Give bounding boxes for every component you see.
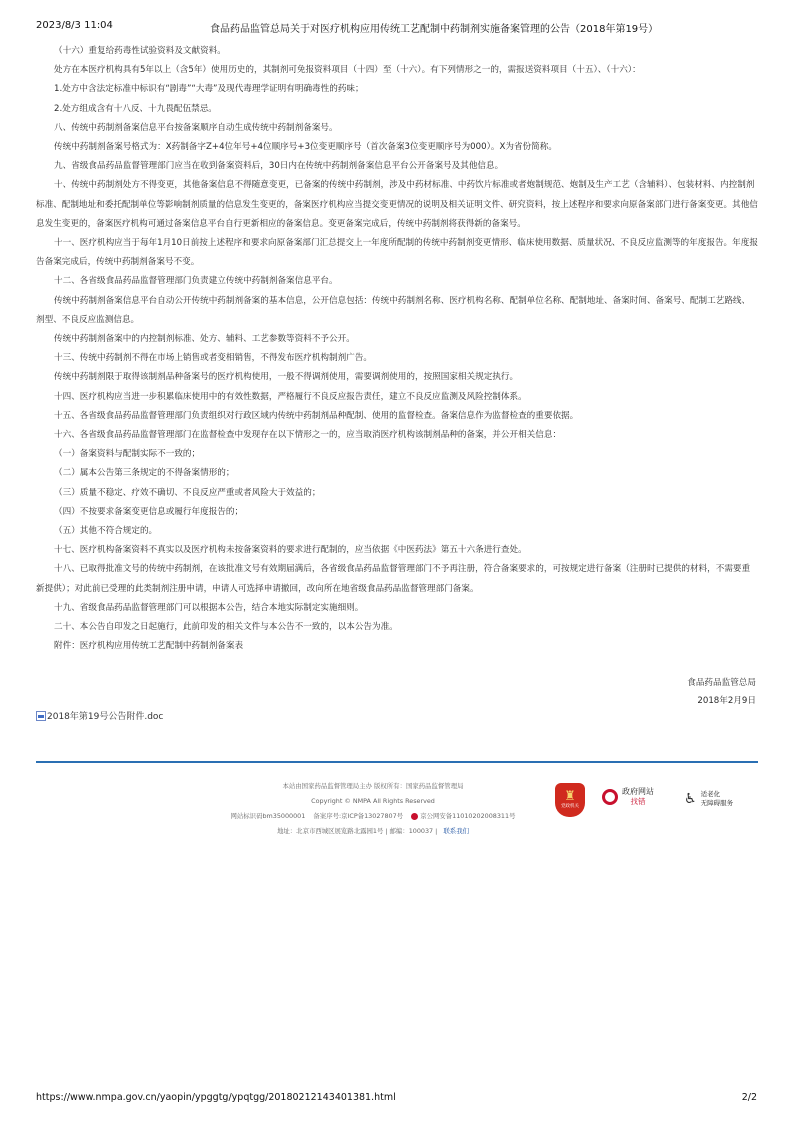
paragraph: 十九、省级食品药品监督管理部门可以根据本公告，结合本地实际制定实施细则。	[54, 602, 364, 613]
gov-site-title: 政府网站	[622, 787, 654, 796]
doc-file-icon	[36, 711, 46, 721]
attachment-note: 附件：医疗机构应用传统工艺配制中药制剂备案表	[54, 641, 244, 652]
site-id: 网站标识码bm35000001	[230, 812, 306, 820]
paragraph: 二十、本公告自印发之日起施行，此前印发的相关文件与本公告不一致的，以本公告为准。	[54, 622, 398, 633]
footer-copyright: Copyright © NMPA All Rights Reserved	[311, 797, 435, 805]
contact-us-link[interactable]: 联系我们	[443, 827, 469, 835]
icp-record[interactable]: 备案序号:京ICP备13027807号	[313, 812, 404, 820]
party-government-badge[interactable]	[555, 783, 585, 817]
paragraph: 1.处方中含法定标准中标识有“剧毒”“大毒”及现代毒理学证明有明确毒性的药味；	[54, 84, 364, 95]
print-footer	[0, 1092, 793, 1106]
page-number: 2/2	[741, 1092, 757, 1103]
paragraph: 传统中药制剂备案号格式为：X药制备字Z+4位年号+4位顺序号+3位变更顺序号（首次备案3位变更顺序号为000）。X为省份简称。	[54, 142, 557, 153]
paragraph: 传统中药制剂备案信息平台自动公开传统中药制剂备案的基本信息，公开信息包括：传统中药制剂名称、医疗机构名称、配制单位名称、配制地址、备案时间、备案号、配制工艺路线、剂型、不良反应监测信息。	[36, 295, 751, 325]
paragraph: （五）其他不符合规定的。	[54, 526, 158, 537]
paragraph: 2.处方组成含有十八反、十九畏配伍禁忌。	[54, 103, 217, 114]
paragraph: 十七、医疗机构备案资料不真实以及医疗机构未按备案资料的要求进行配制的，应当依据《中医药法》第五十六条进行查处。	[54, 545, 527, 556]
paragraph: 十二、各省级食品药品监督管理部门负责建立传统中药制剂备案信息平台。	[54, 276, 338, 287]
print-header	[0, 20, 793, 34]
paragraph: 十四、医疗机构应当进一步积累临床使用中的有效性数据，严格履行不良反应报告责任，建立不良反应监测及风险控制体系。	[54, 391, 527, 402]
paragraph: 传统中药制剂限于取得该制剂品种备案号的医疗机构使用，一般不得调剂使用，需要调剂使用的，按照国家相关规定执行。	[54, 372, 519, 383]
paragraph: 十五、各省级食品药品监督管理部门负责组织对行政区域内传统中药制剂品种配制、使用的监督检查。备案信息作为监督检查的重要依据。	[54, 410, 579, 421]
gov-site-subtitle: 找错	[630, 797, 646, 806]
print-datetime: 2023/8/3 11:04	[36, 20, 113, 31]
paragraph: 传统中药制剂备案中的内控制剂标准、处方、辅料、工艺参数等资料不予公开。	[54, 334, 355, 345]
gov-site-logo-icon	[602, 789, 618, 805]
paragraph: 处方在本医疗机构具有5年以上（含5年）使用历史的，其制剂可免报资料项目（十四）至（十六）。有下列情形之一的，需报送资料项目（十五）、（十六）：	[54, 65, 641, 76]
paragraph: 十一、医疗机构应当于每年1月10日前按上述程序和要求向原备案部门汇总提交上一年度所配制的传统中药制剂变更情形、临床使用数据、质量状况、不良反应监测等的年度报告。年度报告备案完成后，传统中药制剂备案号不变。	[36, 238, 758, 268]
paragraph: （二）属本公告第三条规定的不得备案情形的；	[54, 468, 235, 479]
footer-divider	[36, 761, 758, 763]
print-page-title: 食品药品监管总局关于对医疗机构应用传统工艺配制中药制剂实施备案管理的公告（2018年第19号）	[210, 24, 659, 35]
paragraph: （四）不按要求备案变更信息或履行年度报告的；	[54, 506, 244, 517]
paragraph: 十三、传统中药制剂不得在市场上销售或者变相销售，不得发布医疗机构制剂广告。	[54, 353, 372, 364]
paragraph: 十、传统中药制剂处方不得变更，其他备案信息不得随意变更，已备案的传统中药制剂，涉及中药材标准、中药饮片标准或者炮制规范、炮制及生产工艺（含辅料）、包装材料、内控制剂标准、配制地址和委托配制单位等影响制剂质量的信息发生变更的，备案医疗机构应当提交变更情况的说明及相关证明文件、研究资料，按上述程序和要求向原备案部门进行备案变更。其他信息发生变更的，备案医疗机构可通过备案信息平台自行更新相应的备案信息。变更备案完成后，传统中药制剂将获得新的备案号。	[36, 180, 758, 229]
announcement-body	[36, 42, 758, 657]
gov-site-error-report[interactable]	[602, 787, 654, 807]
paragraph: 八、传统中药制剂备案信息平台按备案顺序自动生成传统中药制剂备案号。	[54, 122, 338, 133]
paragraph: 十八、已取得批准文号的传统中药制剂，在该批准文号有效期届满后，各省级食品药品监督管理部门不予再注册，符合备案要求的，可按规定进行备案（注册时已提供的材料，不需要重新提供）；对此前已受理的此类制剂注册申请，申请人可选择申请撤回，改向所在地省级食品药品监督管理部门备案。	[36, 564, 751, 594]
accessibility-title: 适老化	[700, 790, 721, 798]
footer-owner: 本站由国家药品监督管理局主办 版权所有：国家药品监督管理局	[282, 782, 464, 790]
attachment-filename[interactable]: 2018年第19号公告附件.doc	[47, 712, 164, 722]
accessibility-icon: ♿	[684, 791, 697, 807]
footer-registration	[200, 809, 546, 824]
police-record[interactable]: 京公网安备11010202008311号	[420, 812, 516, 820]
emblem-icon: ♜	[564, 789, 576, 804]
paragraph: 十六、各省级食品药品监督管理部门在监督检查中发现存在以下情形之一的，应当取消医疗机构该制剂品种的备案，并公开相关信息：	[54, 430, 562, 441]
police-badge-icon	[411, 813, 418, 820]
paragraph: 九、省级食品药品监督管理部门应当在收到备案资料后，30日内在传统中药制剂备案信息平台公开备案号及其他信息。	[54, 161, 504, 172]
attachment-link[interactable]	[36, 709, 163, 722]
site-footer	[200, 779, 546, 839]
address-text: 地址：北京市西城区展览路北露园1号 | 邮编：100037 |	[277, 827, 438, 835]
page-url: https://www.nmpa.gov.cn/yaopin/ypggtg/ypqtgg/20180212143401381.html	[36, 1092, 396, 1103]
signing-authority: 食品药品监管总局	[687, 678, 756, 688]
accessibility-service[interactable]	[684, 790, 733, 808]
badge-label: 党政机关	[561, 804, 579, 809]
signing-date: 2018年2月9日	[697, 696, 756, 706]
accessibility-subtitle: 无障碍服务	[700, 799, 734, 807]
paragraph: （三）质量不稳定、疗效不确切、不良反应严重或者风险大于效益的；	[54, 487, 321, 498]
footer-address	[200, 824, 546, 839]
paragraph: （十六）重复给药毒性试验资料及文献资料。	[54, 46, 226, 56]
paragraph: （一）备案资料与配制实际不一致的；	[54, 449, 201, 460]
